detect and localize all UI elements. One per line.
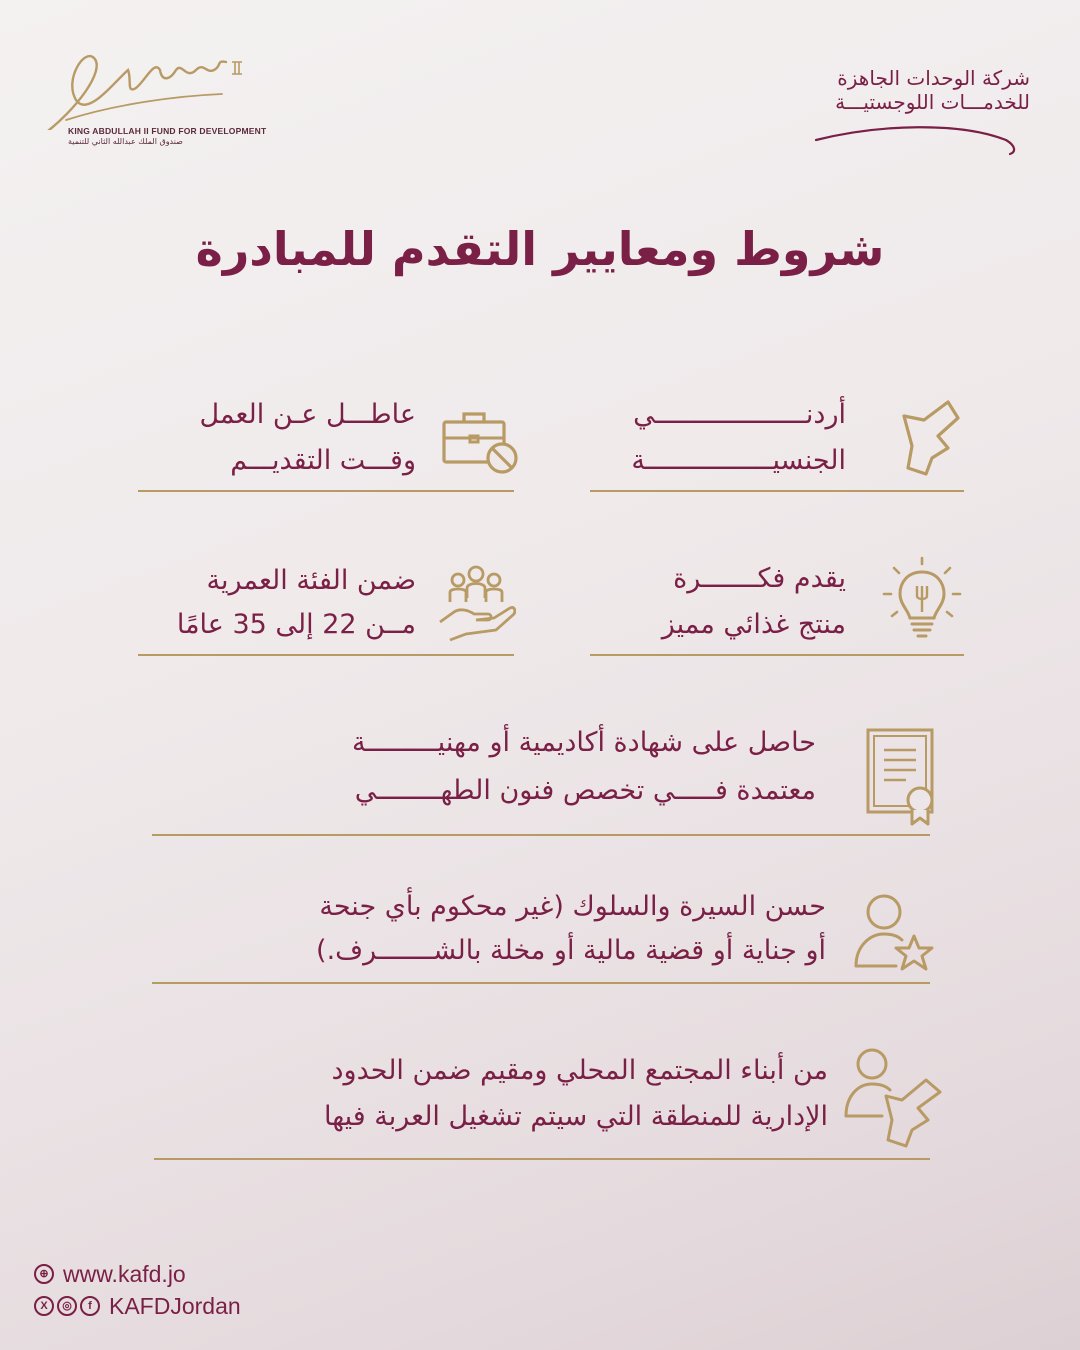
criterion-line2: الجنسيــــــــــــــــة xyxy=(631,445,846,476)
divider xyxy=(152,834,930,836)
criterion-line1: أردنـــــــــــــــــــي xyxy=(633,399,846,430)
social-handle[interactable]: KAFDJordan xyxy=(109,1292,241,1319)
divider xyxy=(152,982,930,984)
company-name-line1: شركة الوحدات الجاهزة xyxy=(837,66,1030,90)
criterion-line2: منتج غذائي مميز xyxy=(661,609,846,640)
kafd-arabic-name: صندوق الملك عبدالله الثاني للتنمية xyxy=(68,137,183,146)
divider xyxy=(154,1158,930,1160)
divider xyxy=(138,490,514,492)
instagram-icon[interactable]: ◎ xyxy=(57,1296,77,1316)
divider xyxy=(590,654,964,656)
briefcase-no-icon xyxy=(440,408,520,478)
criterion-line1: من أبناء المجتمع المحلي ومقيم ضمن الحدود xyxy=(331,1055,828,1086)
divider xyxy=(138,654,514,656)
company-logo xyxy=(770,66,1030,162)
page-title: شروط ومعايير التقدم للمبادرة xyxy=(195,222,885,276)
criterion-local-resident xyxy=(150,1044,950,1162)
criterion-line1: حسن السيرة والسلوك (غير محكوم بأي جنحة xyxy=(319,891,826,922)
social-row xyxy=(34,1290,241,1322)
divider xyxy=(590,490,964,492)
company-swoosh-icon xyxy=(790,120,1030,156)
globe-icon: ⊕ xyxy=(34,1264,54,1284)
criterion-line1: يقدم فكـــــــرة xyxy=(673,563,846,594)
footer xyxy=(34,1258,241,1322)
person-star-icon xyxy=(852,890,936,974)
criterion-line2: وقـــت التقديـــم xyxy=(230,445,416,476)
criterion-certificate xyxy=(150,716,940,838)
signature-icon xyxy=(36,40,256,130)
criterion-line1: ضمن الفئة العمرية xyxy=(206,565,416,596)
x-twitter-icon[interactable]: X xyxy=(34,1296,54,1316)
criterion-nationality xyxy=(584,390,970,496)
company-name-line2: للخدمـــات اللوجستيـــة xyxy=(835,90,1030,114)
criterion-age xyxy=(136,554,520,658)
people-hand-icon xyxy=(436,562,516,646)
criterion-line1: حاصل على شهادة أكاديمية أو مهنيـــــــــة xyxy=(352,727,816,758)
criterion-line1: عاطـــل عـن العمل xyxy=(199,399,416,430)
person-map-icon xyxy=(842,1044,946,1148)
kafd-logo xyxy=(36,40,266,150)
kafd-english-name: KING ABDULLAH II FUND FOR DEVELOPMENT xyxy=(68,126,267,136)
criterion-line2: معتمدة فـــــي تخصص فنون الطهــــــــي xyxy=(354,775,816,806)
criterion-line2: الإدارية للمنطقة التي سيتم تشغيل العربة فيها xyxy=(323,1101,828,1132)
criterion-unemployed xyxy=(136,390,520,496)
website-row xyxy=(34,1258,241,1290)
facebook-icon[interactable]: f xyxy=(80,1296,100,1316)
jordan-map-icon xyxy=(886,396,966,476)
lightbulb-icon xyxy=(882,556,962,640)
criterion-line2: مــن 22 إلى 35 عامًا xyxy=(176,609,416,640)
criterion-food-idea xyxy=(584,554,970,658)
criterion-line2: أو جناية أو قضية مالية أو مخلة بالشـــــــرف.) xyxy=(316,935,826,966)
certificate-icon xyxy=(850,726,940,826)
website-link[interactable]: www.kafd.jo xyxy=(63,1260,186,1287)
criterion-good-conduct xyxy=(150,882,940,986)
